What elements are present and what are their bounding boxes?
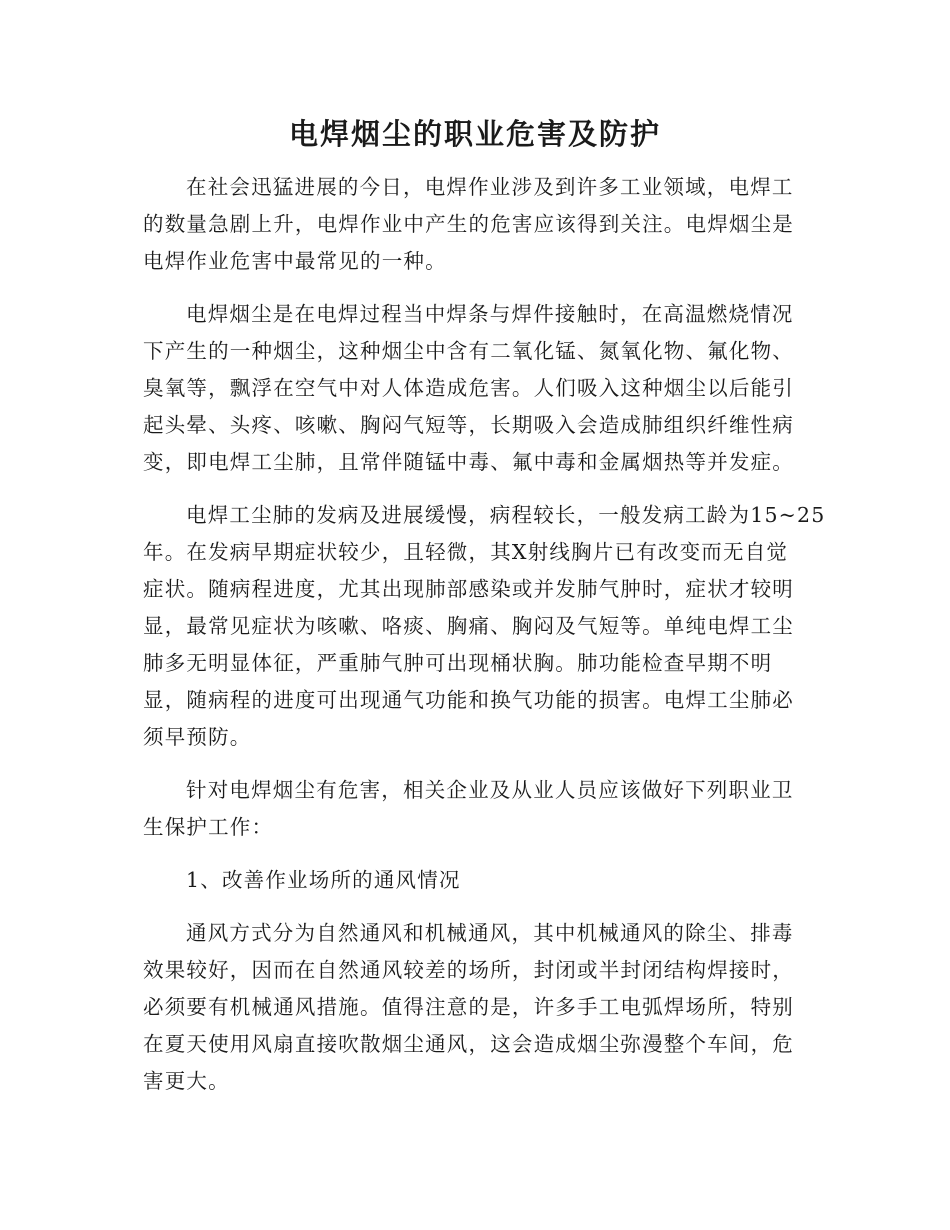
paragraph-line: 效果较好，因而在自然通风较差的场所，封闭或半封闭结构焊接时， <box>143 958 794 982</box>
paragraph-line: 电焊工尘肺的发病及进展缓慢，病程较长，一般发病工龄为15~25 <box>186 503 826 527</box>
section-heading: 1、改善作业场所的通风情况 <box>186 868 461 892</box>
paragraph-line: 的数量急剧上升，电焊作业中产生的危害应该得到关注。电焊烟尘是 <box>143 212 794 236</box>
paragraph-line: 在夏天使用风扇直接吹散烟尘通风，这会造成烟尘弥漫整个车间，危 <box>143 1032 794 1056</box>
paragraph-line: 显，最常见症状为咳嗽、咯痰、胸痛、胸闷及气短等。单纯电焊工尘 <box>143 614 794 638</box>
paragraph-line: 起头晕、头疼、咳嗽、胸闷气短等，长期吸入会造成肺组织纤维性病 <box>143 413 794 437</box>
paragraph-line: 在社会迅猛进展的今日，电焊作业涉及到许多工业领域，电焊工 <box>186 175 794 199</box>
paragraph-line: 臭氧等，飘浮在空气中对人体造成危害。人们吸入这种烟尘以后能引 <box>143 376 794 400</box>
paragraph-line: 生保护工作： <box>143 815 274 839</box>
paragraph-line: 肺多无明显体征，严重肺气肿可出现桶状胸。肺功能检查早期不明 <box>143 651 773 675</box>
paragraph-line: 变，即电焊工尘肺，且常伴随锰中毒、氟中毒和金属烟热等并发症。 <box>143 450 794 474</box>
paragraph-line: 通风方式分为自然通风和机械通风，其中机械通风的除尘、排毒 <box>186 921 794 945</box>
paragraph-line: 下产生的一种烟尘，这种烟尘中含有二氧化锰、氮氧化物、氟化物、 <box>143 339 794 363</box>
paragraph-line: 须早预防。 <box>143 725 252 749</box>
paragraph-line: 电焊作业危害中最常见的一种。 <box>143 249 447 273</box>
paragraph-line: 必须要有机械通风措施。值得注意的是，许多手工电弧焊场所，特别 <box>143 995 794 1019</box>
paragraph-line: 症状。随病程进度，尤其出现肺部感染或并发肺气肿时，症状才较明 <box>143 577 794 601</box>
paragraph-line: 显，随病程的进度可出现通气功能和换气功能的损害。电焊工尘肺必 <box>143 688 794 712</box>
paragraph-line: 电焊烟尘是在电焊过程当中焊条与焊件接触时，在高温燃烧情况 <box>186 302 794 326</box>
paragraph-line: 针对电焊烟尘有危害，相关企业及从业人员应该做好下列职业卫 <box>186 778 794 802</box>
document-title: 电焊烟尘的职业危害及防护 <box>288 117 661 151</box>
paragraph-line: 年。在发病早期症状较少，且轻微，其X射线胸片已有改变而无自觉 <box>143 540 789 564</box>
paragraph-line: 害更大。 <box>143 1069 230 1093</box>
